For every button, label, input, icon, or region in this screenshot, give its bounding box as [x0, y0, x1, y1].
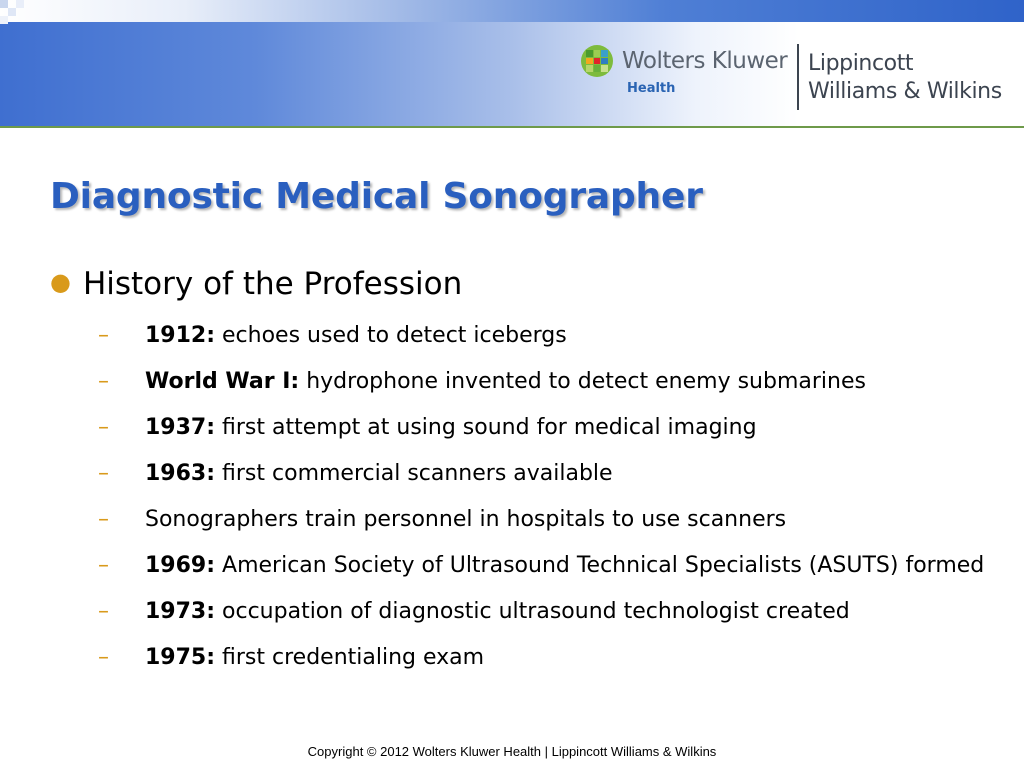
decorative-square	[0, 0, 8, 8]
dash-icon: –	[98, 369, 109, 394]
list-item	[98, 322, 1008, 350]
dash-icon: –	[98, 553, 109, 578]
item-text: hydrophone invented to detect enemy submarines	[299, 369, 866, 394]
copyright-footer: Copyright © 2012 Wolters Kluwer Health | Lippincott Williams & Wilkins	[307, 744, 717, 759]
list-item	[98, 552, 1008, 580]
item-lead: 1969:	[145, 553, 216, 578]
dash-icon: –	[98, 599, 109, 624]
item-text: first commercial scanners available	[215, 461, 613, 486]
wolters-kluwer-logo-icon	[580, 44, 614, 78]
list-item	[98, 598, 1008, 626]
item-lead: 1973:	[145, 599, 216, 624]
item-text: first credentialing exam	[215, 645, 485, 670]
list-item	[98, 644, 1008, 672]
main-bullet-text: History of the Profession	[82, 266, 463, 302]
list-item	[98, 368, 1008, 396]
dash-icon: –	[98, 645, 109, 670]
item-lead: World War I:	[145, 369, 300, 394]
logo-divider	[797, 44, 799, 110]
main-bullet	[50, 266, 462, 302]
brand-name: Wolters Kluwer	[622, 48, 788, 74]
secondary-brand-line1: Lippincott	[808, 51, 914, 76]
list-item	[98, 506, 1008, 534]
header-divider-rule	[0, 126, 1024, 128]
item-text: first attempt at using sound for medical imaging	[215, 415, 757, 440]
list-item	[98, 414, 1008, 442]
dash-icon: –	[98, 507, 109, 532]
dash-icon: –	[98, 415, 109, 440]
decorative-square	[0, 16, 8, 24]
item-lead: 1937:	[145, 415, 216, 440]
decorative-square	[16, 0, 24, 8]
dash-icon: –	[98, 461, 109, 486]
list-item	[98, 460, 1008, 488]
dash-icon: –	[98, 323, 109, 348]
item-lead: 1912:	[145, 323, 216, 348]
bullet-icon: ●	[50, 268, 71, 296]
item-text: American Society of Ultrasound Technical Specialists (ASUTS) formed	[215, 553, 985, 578]
item-text: echoes used to detect icebergs	[215, 323, 567, 348]
item-text: occupation of diagnostic ultrasound technologist created	[215, 599, 850, 624]
decorative-square	[8, 8, 16, 16]
sub-bullet-list	[98, 322, 1008, 690]
slide-title: Diagnostic Medical Sonographer	[50, 176, 703, 217]
header-banner-top-band	[0, 0, 1024, 22]
secondary-brand-line2: Williams & Wilkins	[808, 79, 1002, 104]
brand-subname: Health	[627, 81, 676, 96]
item-lead: 1975:	[145, 645, 216, 670]
item-lead: 1963:	[145, 461, 216, 486]
item-text: Sonographers train personnel in hospitals to use scanners	[145, 507, 787, 532]
secondary-brand	[808, 50, 1002, 106]
